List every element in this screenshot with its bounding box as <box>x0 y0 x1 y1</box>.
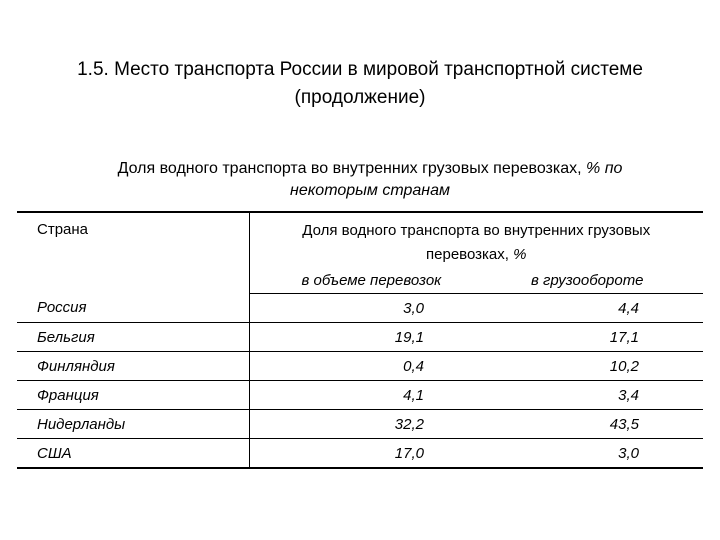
subheader-volume: в объеме перевозок <box>249 267 476 294</box>
row-volume: 32,2 <box>249 410 476 439</box>
row-volume: 17,0 <box>249 439 476 469</box>
header-share-line-2 <box>250 243 704 267</box>
row-turnover: 3,4 <box>476 381 703 410</box>
caption-text: Доля водного транспорта во внутренних грузовых перевозках, <box>117 160 587 177</box>
row-volume: 4,1 <box>249 381 476 410</box>
row-volume: 0,4 <box>249 352 476 381</box>
row-country: Франция <box>17 381 249 410</box>
row-turnover: 17,1 <box>476 323 703 352</box>
table-row <box>17 323 703 352</box>
table-row <box>17 439 703 469</box>
row-turnover: 4,4 <box>476 294 703 323</box>
caption-line-1 <box>118 160 623 177</box>
table-header-row <box>17 212 703 267</box>
row-turnover: 10,2 <box>476 352 703 381</box>
row-country: Нидерланды <box>17 410 249 439</box>
header-share <box>249 212 703 267</box>
title-line-2: (продолжение) <box>294 87 426 108</box>
page-title <box>0 56 720 112</box>
row-volume: 19,1 <box>249 323 476 352</box>
row-turnover: 3,0 <box>476 439 703 469</box>
row-country: Россия <box>17 294 249 323</box>
table-row <box>17 294 703 323</box>
water-transport-share-table <box>17 211 703 469</box>
header-share-line-1: Доля водного транспорта во внутренних грузовых <box>302 222 651 239</box>
table-row <box>17 352 703 381</box>
caption-unit: % по <box>586 160 623 177</box>
table-row <box>17 410 703 439</box>
row-turnover: 43,5 <box>476 410 703 439</box>
title-line-1: 1.5. Место транспорта России в мировой транспортной системе <box>77 59 643 80</box>
row-country: Бельгия <box>17 323 249 352</box>
table-row <box>17 381 703 410</box>
table-caption <box>60 158 680 202</box>
row-country: США <box>17 439 249 469</box>
row-country: Финляндия <box>17 352 249 381</box>
row-volume: 3,0 <box>249 294 476 323</box>
header-share-text: перевозках, <box>426 246 514 263</box>
subheader-turnover: в грузообороте <box>476 267 703 294</box>
header-country: Страна <box>37 221 89 238</box>
caption-line-2: некоторым странам <box>290 182 450 199</box>
header-share-unit: % <box>513 246 527 263</box>
